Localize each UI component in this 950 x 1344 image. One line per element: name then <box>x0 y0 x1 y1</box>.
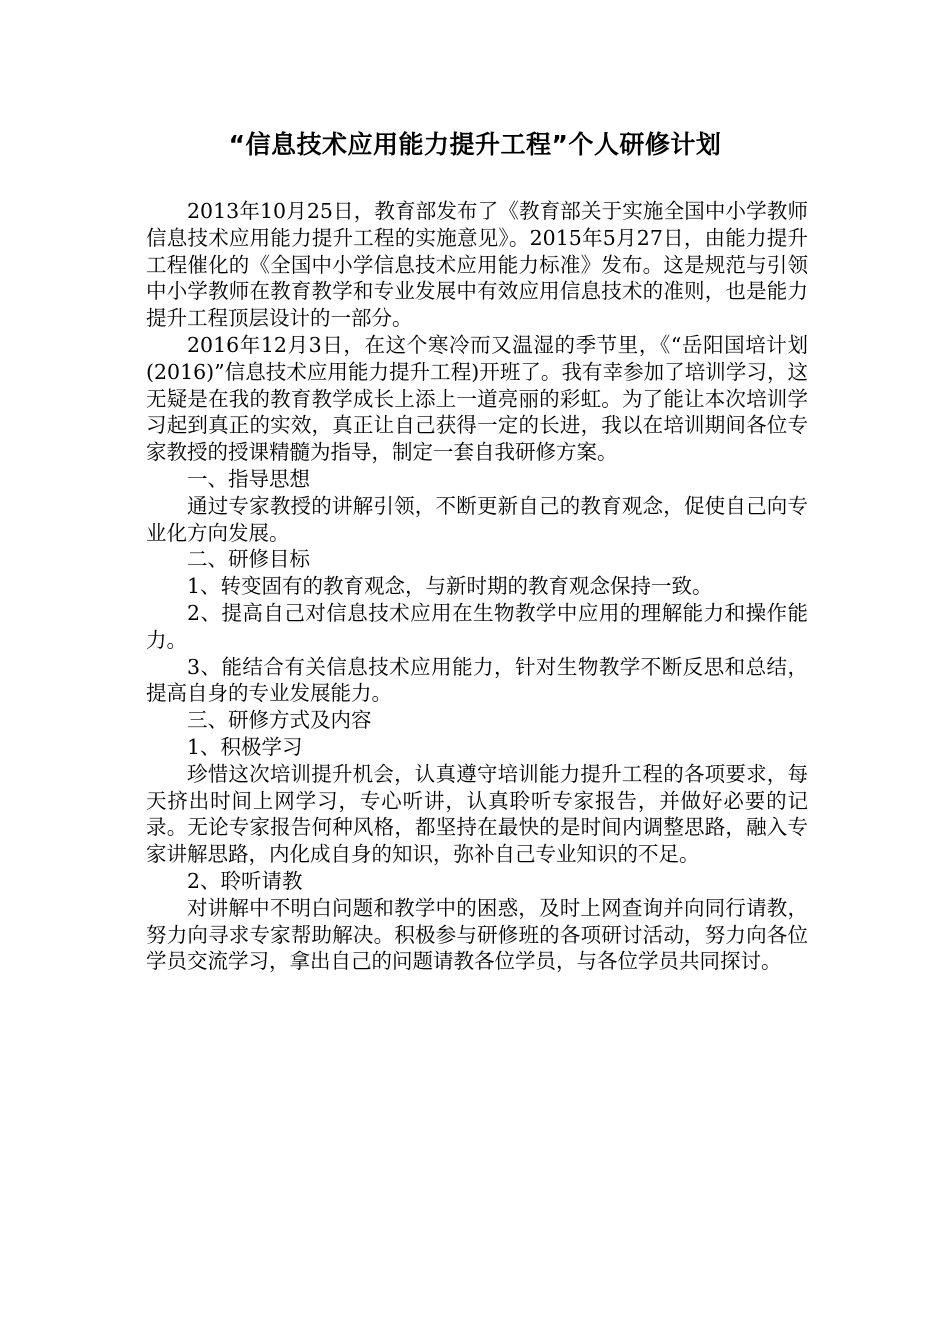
subheading-active-learning: 1、积极学习 <box>187 734 303 759</box>
heading-guiding-thought: 一、指导思想 <box>187 466 310 491</box>
goal-item-1: 1、转变固有的教育观念，与新时期的教育观念保持一致。 <box>187 574 713 599</box>
paragraph-listen-consult: 对讲解中不明白问题和教学中的困惑，及时上网查询并向同行请教，努力向寻求专家帮助解决。积极参与研修班的各项研讨活动，努力向各位学员交流学习，拿出自己的问题请教各位学员，与各位学员共同探讨。 <box>146 895 808 974</box>
paragraph-intro: 2013年10月25日，教育部发布了《教育部关于实施全国中小学教师信息技术应用能力提升工程的实施意见》。2015年5月27日，由能力提升工程催化的《全国中小学信息技术应用能力标准》发布。这是规范与引领中小学教师在教育教学和专业发展中有效应用信息技术的准则，也是能力提升工程顶层设计的一部分。 <box>146 199 808 331</box>
heading-study-methods: 三、研修方式及内容 <box>187 708 372 733</box>
document-title: “信息技术应用能力提升工程”个人研修计划 <box>228 130 722 159</box>
paragraph-guiding-thought: 通过专家教授的讲解引领，不断更新自己的教育观念，促使自己向专业化方向发展。 <box>146 493 808 545</box>
goal-item-2: 2、提高自己对信息技术应用在生物教学中应用的理解能力和操作能力。 <box>146 600 808 652</box>
heading-study-goals: 二、研修目标 <box>187 547 310 572</box>
paragraph-background: 2016年12月3日，在这个寒冷而又温湿的季节里，《“岳阳国培计划(2016)”信息技术应用能力提升工程)开班了。我有幸参加了培训学习，这无疑是在我的教育教学成长上添上一道亮丽的彩虹。为了能让本次培训学习起到真正的实效，真正让自己获得一定的长进，我以在培训期间各位专家教授的授课精髓为指导，制定一套自我研修方案。 <box>146 332 808 465</box>
subheading-listen-consult: 2、聆听请教 <box>187 868 303 893</box>
goal-item-3: 3、能结合有关信息技术应用能力，针对生物教学不断反思和总结，提高自身的专业发展能力。 <box>146 654 808 706</box>
paragraph-active-learning: 珍惜这次培训提升机会，认真遵守培训能力提升工程的各项要求，每天挤出时间上网学习，专心听讲，认真聆听专家报告，并做好必要的记录。无论专家报告何种风格，都坚持在最快的是时间内调整思路，融入专家讲解思路，内化成自身的知识，弥补自己专业知识的不足。 <box>146 761 808 867</box>
document-body <box>146 198 808 975</box>
